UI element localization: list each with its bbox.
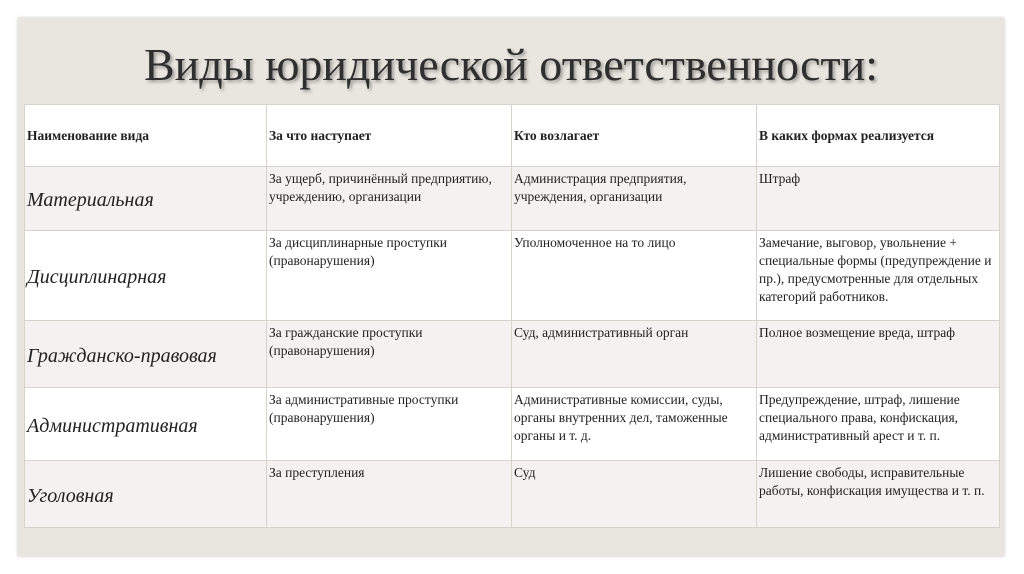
cell-forms: Штраф: [757, 167, 1000, 231]
cell-who: Административные комиссии, суды, органы внутренних дел, таможенные органы и т. д.: [512, 388, 757, 461]
table-row: [25, 167, 1000, 231]
header-who: Кто возлагает: [512, 105, 757, 167]
cell-kind: Дисциплинарная: [25, 231, 267, 321]
cell-for-what: За гражданские проступки (правонарушения): [267, 321, 512, 388]
slide: [18, 18, 1004, 556]
slide-title: Виды юридической ответственности:: [143, 39, 879, 90]
table-row: [25, 321, 1000, 388]
cell-who: Администрация предприятия, учреждения, организации: [512, 167, 757, 231]
header-for-what: За что наступает: [267, 105, 512, 167]
table-row: [25, 461, 1000, 528]
cell-forms: Замечание, выговор, увольнение + специальные формы (предупреждение и пр.), предусмотренные для отдельных категорий работников.: [757, 231, 1000, 321]
responsibility-table: [24, 104, 1000, 528]
cell-forms: Полное возмещение вреда, штраф: [757, 321, 1000, 388]
header-forms: В каких формах реализуется: [757, 105, 1000, 167]
cell-who: Суд, административный орган: [512, 321, 757, 388]
cell-for-what: За дисциплинарные проступки (правонарушения): [267, 231, 512, 321]
cell-kind: Административная: [25, 388, 267, 461]
cell-kind: Уголовная: [25, 461, 267, 528]
cell-kind: Материальная: [25, 167, 267, 231]
cell-who: Уполномоченное на то лицо: [512, 231, 757, 321]
cell-for-what: За административные проступки (правонарушения): [267, 388, 512, 461]
cell-for-what: За ущерб, причинённый предприятию, учреждению, организации: [267, 167, 512, 231]
table-row: [25, 231, 1000, 321]
table-header-row: [25, 105, 1000, 167]
cell-who: Суд: [512, 461, 757, 528]
cell-forms: Предупреждение, штраф, лишение специального права, конфискация, административный арест и т. п.: [757, 388, 1000, 461]
header-kind: Наименование вида: [25, 105, 267, 167]
cell-forms: Лишение свободы, исправительные работы, конфискация имущества и т. п.: [757, 461, 1000, 528]
table-row: [25, 388, 1000, 461]
cell-kind: Гражданско-правовая: [25, 321, 267, 388]
cell-for-what: За преступления: [267, 461, 512, 528]
